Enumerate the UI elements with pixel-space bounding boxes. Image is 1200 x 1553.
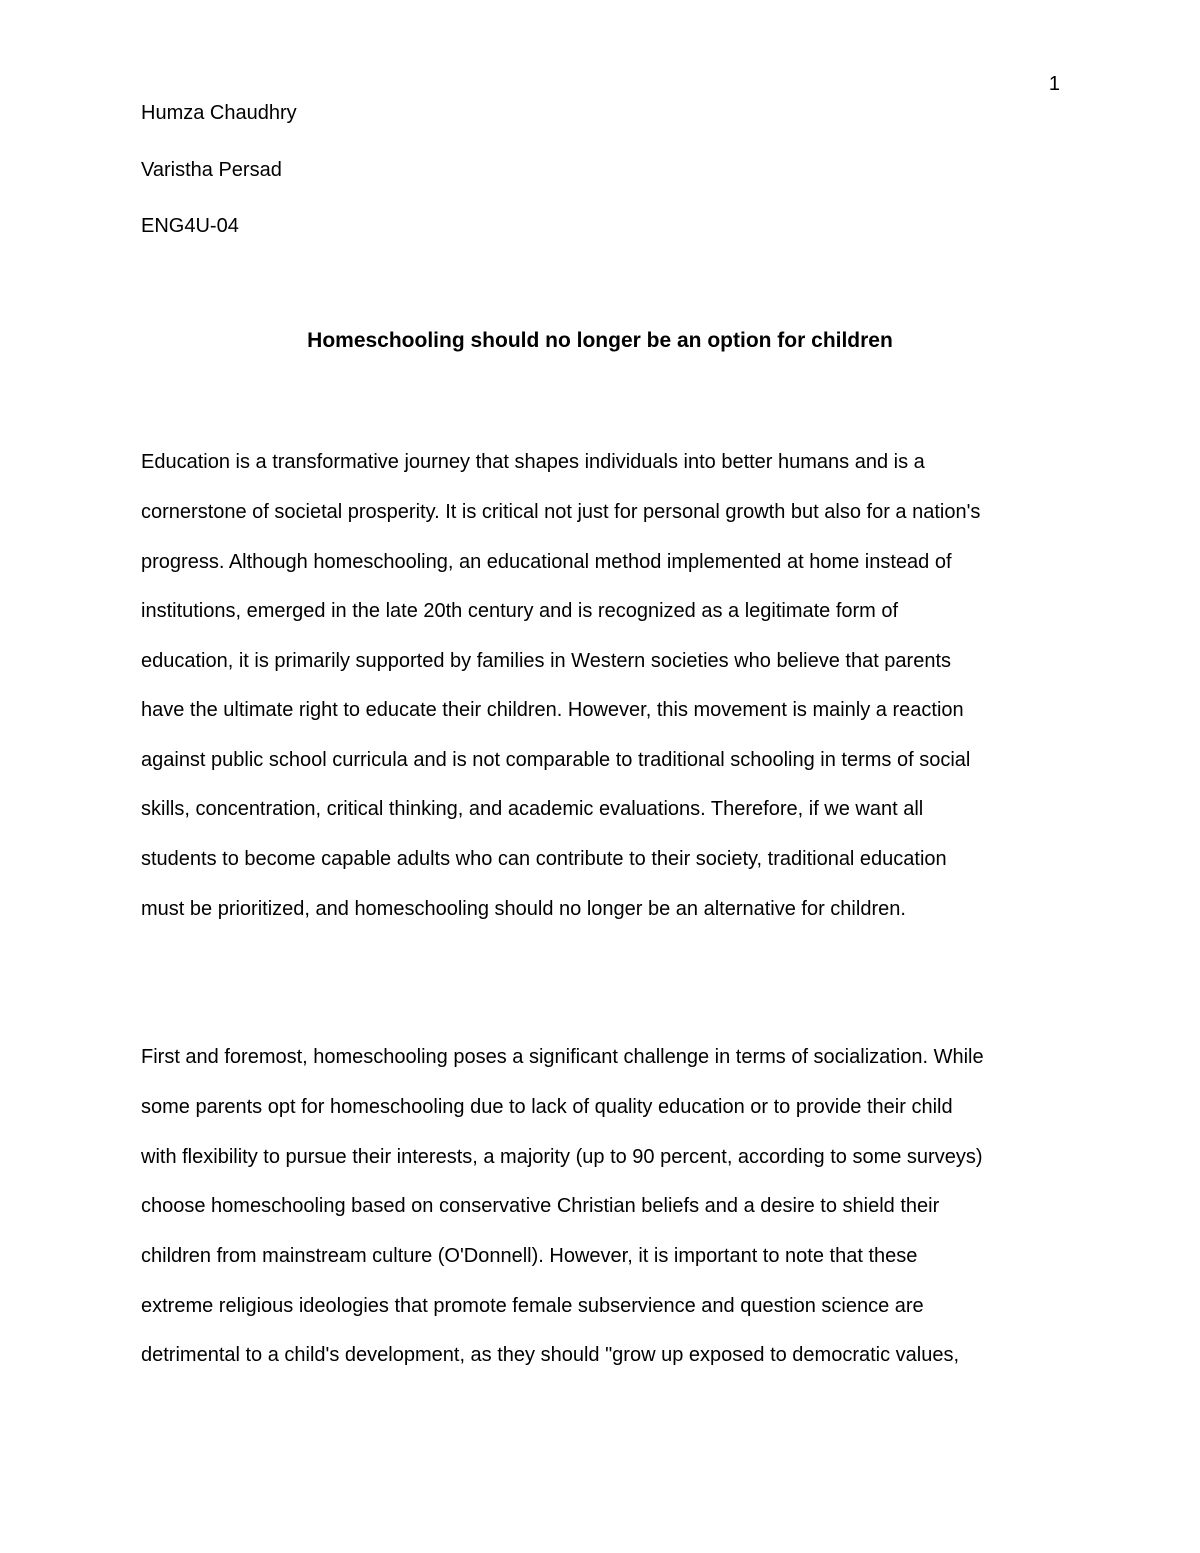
paragraph-line: some parents opt for homeschooling due to lack of quality education or to provide their child: [141, 1096, 953, 1118]
paragraph-line: Education is a transformative journey that shapes individuals into better humans and is a: [141, 451, 925, 473]
paragraph-line: First and foremost, homeschooling poses a significant challenge in terms of socialization. While: [141, 1046, 984, 1068]
paragraph-line: cornerstone of societal prosperity. It is critical not just for personal growth but also for a nation's: [141, 501, 981, 523]
paragraph-line: extreme religious ideologies that promote female subservience and question science are: [141, 1295, 924, 1317]
paragraph-line: detrimental to a child's development, as they should "grow up exposed to democratic values,: [141, 1344, 960, 1366]
author-name: Humza Chaudhry: [141, 102, 297, 124]
course-code: ENG4U-04: [141, 215, 239, 237]
teacher-name: Varistha Persad: [141, 159, 282, 181]
paragraph-line: against public school curricula and is not comparable to traditional schooling in terms of social: [141, 749, 971, 771]
paragraph-line: students to become capable adults who can contribute to their society, traditional education: [141, 848, 947, 870]
paragraph-line: institutions, emerged in the late 20th century and is recognized as a legitimate form of: [141, 600, 899, 622]
paragraph-line: children from mainstream culture (O'Donnell). However, it is important to note that these: [141, 1245, 918, 1267]
paragraph-line: with flexibility to pursue their interests, a majority (up to 90 percent, according to some surveys): [141, 1146, 983, 1168]
paragraph-line: skills, concentration, critical thinking, and academic evaluations. Therefore, if we want all: [141, 798, 924, 820]
paragraph-line: progress. Although homeschooling, an educational method implemented at home instead of: [141, 551, 952, 573]
page-number: 1: [1048, 73, 1060, 95]
paragraph-line: choose homeschooling based on conservative Christian beliefs and a desire to shield their: [141, 1195, 940, 1217]
paragraph-line: education, it is primarily supported by families in Western societies who believe that parents: [141, 650, 952, 672]
paragraph-line: must be prioritized, and homeschooling should no longer be an alternative for children.: [141, 898, 906, 920]
paragraph-line: have the ultimate right to educate their children. However, this movement is mainly a reaction: [141, 699, 964, 721]
essay-title: Homeschooling should no longer be an option for children: [307, 329, 893, 352]
